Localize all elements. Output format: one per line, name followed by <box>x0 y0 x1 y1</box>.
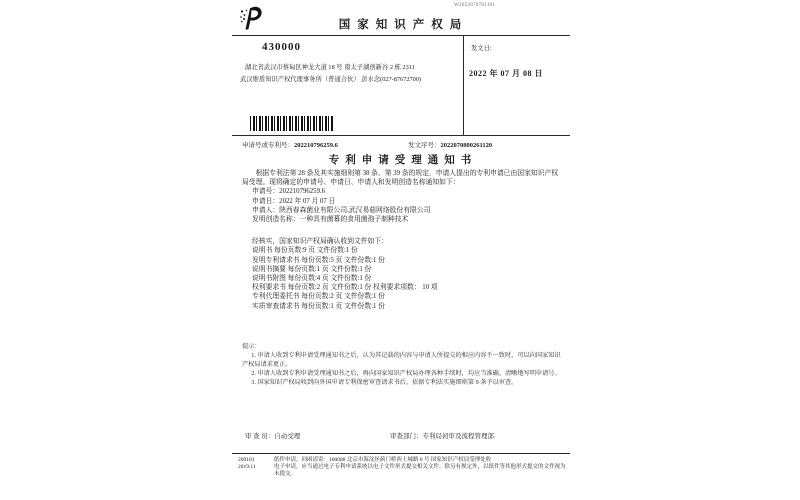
serial-number: 2022070800261120 <box>440 142 493 149</box>
serial-number-group <box>408 140 492 149</box>
date-box-divider <box>463 35 464 135</box>
application-number: 202210796259.6 <box>294 142 338 149</box>
issue-date-label: 发文日: <box>471 45 492 52</box>
application-number-group <box>242 140 338 149</box>
addressee-address-line: 湖北省武汉市蔡甸区神龙大道 18 号 南太子湖创新谷 2 栋 2311 <box>245 64 415 71</box>
document-item-request: 发明专利请求书 每份页数:5 页 文件份数:1 份 <box>252 256 385 264</box>
field-applicants: 申请人：陕西春森菌业有限公司,武汉易菇网络股份有限公司 <box>252 206 431 214</box>
document-item-abstract: 说明书摘要 每份页数:1 页 文件份数:1 份 <box>252 265 372 273</box>
notice-title: 专利申请受理通知书 <box>328 155 478 166</box>
form-code: 200101 <box>238 457 255 463</box>
patent-acceptance-notice <box>230 0 570 500</box>
footer-instructions <box>274 457 566 478</box>
examiner-value: 自动受理 <box>274 433 301 440</box>
document-item-exam-request: 实质审查请求书 每份页数:1 页 文件份数:1 份 <box>252 302 385 310</box>
field-application-date: 申请日：2022 年 07 月 07 日 <box>252 197 336 205</box>
serial-number-label: 发文序号： <box>408 142 441 149</box>
issue-date-value: 2022 年 07 月 08 日 <box>469 69 543 78</box>
notice-body <box>242 169 564 311</box>
examiner-group <box>245 431 300 440</box>
meta-divider <box>232 135 570 136</box>
intro-paragraph: 根据专利法第 28 条及其实施细则第 38 条、第 39 条的规定，申请人提出的专利申请已由国家知识产权局受理。现将确定的申请号、申请日、申请人和发明创造名称通知如下： <box>242 170 559 187</box>
note-item-1: 1. 申请人收到专利申请受理通知书之后，认为其记载的内容与申请人所提交的相应内容不一致时，可以向国家知识产权局请求更正。 <box>242 352 561 368</box>
document-item-poa: 专利代理委托书 每份页数:2 页 文件份数:1 份 <box>252 293 385 301</box>
footer <box>232 453 570 478</box>
footer-paper-instruction: 纸件申请，回函请寄：100088 北京市海淀区蓟门桥西土城路 6 号 国家知识产权局受理处收 <box>274 457 492 463</box>
note-item-3: 3. 国家知识产权局收到向外国申请专利保密审查请求书后，依据专利法实施细则第 9 条予以审查。 <box>251 379 518 386</box>
note-item-2: 2. 申请人收到专利申请受理通知书之后，再向国家知识产权局办理各种手续时，均应当准确、清晰地写明申请号。 <box>251 370 561 377</box>
department-value: 专利局初审及流程管理部 <box>422 433 494 440</box>
document-item-description: 说明书 每份页数:9 页 文件份数:1 份 <box>252 247 358 255</box>
examiner-label: 审 查 员： <box>245 433 275 440</box>
document-item-drawings: 说明书附图 每份页数:4 页 文件份数:1 份 <box>252 275 372 283</box>
footer-efiling-instruction: 电子申请，应当通过电子专利申请系统以电子文件形式提交相关文件。除另有规定外，以纸件等其他形式提交的文件视为未提交。 <box>274 464 566 477</box>
footer-form-codes <box>232 457 274 478</box>
postal-code: 430000 <box>262 41 301 53</box>
received-documents-intro: 经核实，国家知识产权局确认收到文件如下： <box>252 238 388 246</box>
field-application-number: 申请号：202210796259.6 <box>252 188 326 196</box>
addressee-agency-line: 武汉维盾知识产权代理事务所（普通合伙） 彭水念(027-87672700) <box>240 76 422 83</box>
form-revision: 2019.11 <box>238 464 256 470</box>
header-divider <box>232 35 570 36</box>
agency-title: 国家知识产权局 <box>338 19 469 31</box>
department-group <box>390 431 494 440</box>
document-item-claims: 权利要求书 每份页数:2 页 文件份数:1 份 权利要求项数： 10 项 <box>252 284 438 292</box>
field-invention-title: 发明创造名称：一种具有菌幕的食用菌孢子制种技术 <box>252 216 409 224</box>
notes-label: 提示： <box>242 343 261 350</box>
application-number-label: 申请号或专利号： <box>242 142 294 149</box>
document-tracking-code: W2022070781101 <box>454 3 496 8</box>
department-label: 审查部门： <box>390 433 423 440</box>
notes-section <box>242 342 566 387</box>
application-barcode <box>250 116 334 131</box>
